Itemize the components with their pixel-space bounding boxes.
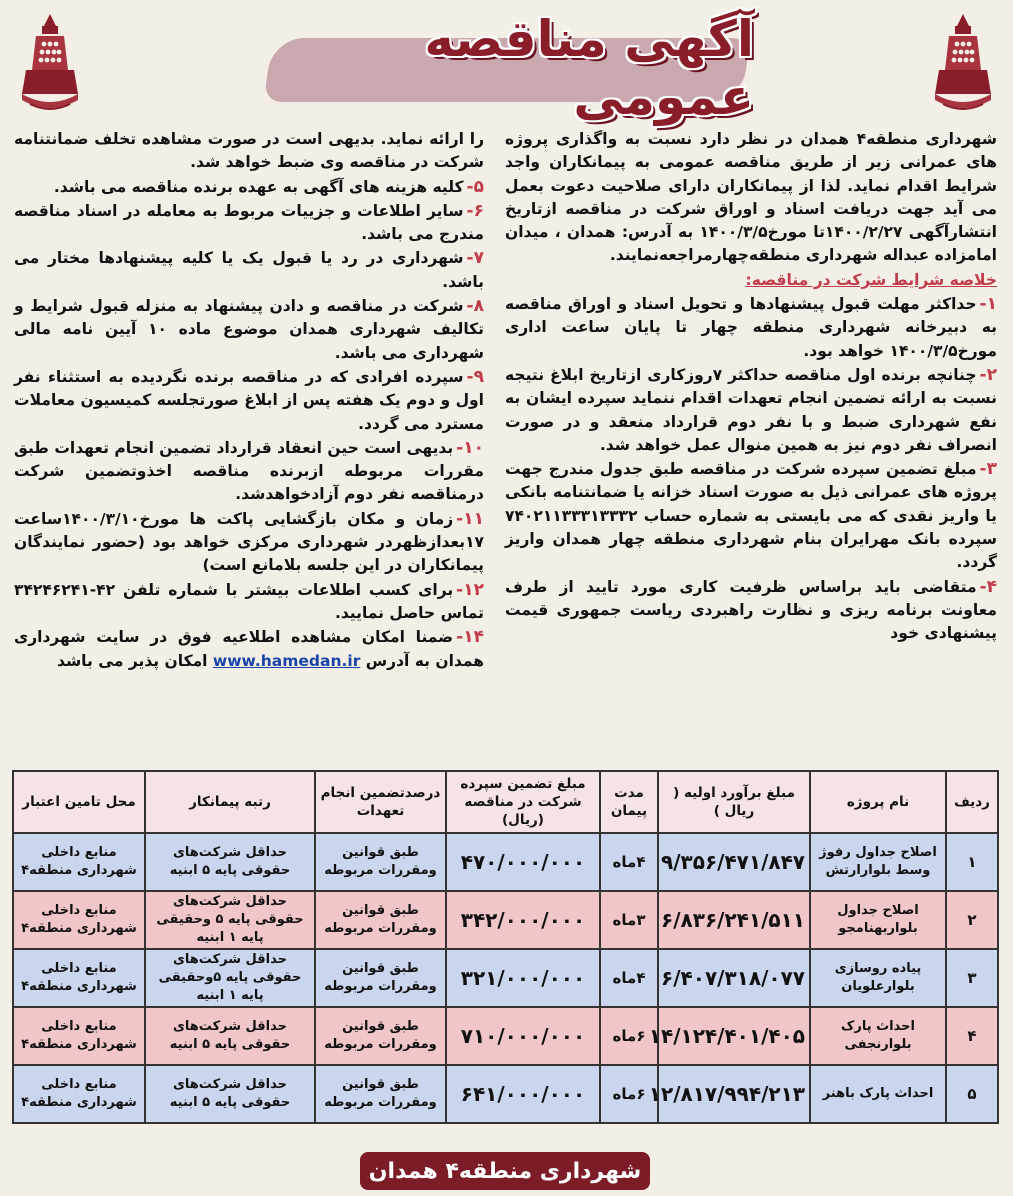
estimate-amount: ۱۴/۱۲۴/۴۰۱/۴۰۵ bbox=[658, 1007, 810, 1065]
condition-number: ۶- bbox=[466, 200, 484, 221]
deposit-amount: ۳۲۱/۰۰۰/۰۰۰ bbox=[446, 949, 600, 1007]
estimate-amount: ۹/۳۵۶/۴۷۱/۸۴۷ bbox=[658, 833, 810, 891]
condition-text: شرکت در مناقصه و دادن پیشنهاد به منزله قبول شرایط و تکالیف شهرداری همدان موضوع ماده ۱۰ آیین نامه مالی شهرداری می باشد. bbox=[14, 297, 484, 362]
condition-number: ۹- bbox=[466, 366, 484, 387]
condition-text: مبلغ تضمین سپرده شرکت در مناقصه طبق جدول مندرج جهت پروژه های عمرانی ذیل به صورت اسناد خزانه یا ضمانتنامه بانکی یا واریز نقدی که می بایستی به شماره حساب ۷۴۰۲۱۱۳۳۳۱۳۳۳۲ سپرده بانک مهرایران بنام شهرداری منطقه چهار همدان واریز گردد. bbox=[505, 460, 997, 572]
row-number: ۱ bbox=[946, 833, 998, 891]
column-header: نام پروژه bbox=[810, 771, 946, 833]
left-column bbox=[14, 128, 484, 674]
column-header: درصدتضمین انجام تعهدات bbox=[315, 771, 446, 833]
title-banner bbox=[260, 10, 754, 126]
condition-number: ۱- bbox=[979, 294, 997, 315]
deposit-amount: ۶۴۱/۰۰۰/۰۰۰ bbox=[446, 1065, 600, 1123]
funding-source: منابع داخلی شهرداری منطقه۴ bbox=[13, 891, 145, 949]
table-row bbox=[13, 1065, 998, 1123]
condition-number: ۱۱- bbox=[456, 508, 484, 529]
funding-source: منابع داخلی شهرداری منطقه۴ bbox=[13, 1007, 145, 1065]
contractor-grade: حداقل شرکت‌های حقوقی پایه ۵ ابنیه bbox=[145, 1007, 315, 1065]
project-name: اصلاح جداول رفوژ وسط بلوارارتش bbox=[810, 833, 946, 891]
header bbox=[0, 0, 1013, 128]
condition-number: ۱۲- bbox=[456, 579, 484, 600]
condition-text: بدیهی است حین انعقاد قرارداد تضمین انجام تعهدات طبق مقررات مربوطه ازبرنده مناقصه اخذوتضمین شرکت درمناقصه نفر دوم آزادخواهدشد. bbox=[14, 438, 484, 504]
row-number: ۵ bbox=[946, 1065, 998, 1123]
contract-duration: ۶ماه bbox=[600, 1065, 658, 1123]
deposit-amount: ۷۱۰/۰۰۰/۰۰۰ bbox=[446, 1007, 600, 1065]
condition-item bbox=[505, 576, 997, 646]
condition-text: زمان و مکان بازگشایی پاکت ها مورخ۱۴۰۰/۳/۱۰ساعت ۱۷بعدازظهردر شهرداری مرکزی خواهد بود (حضور نمایندگان پیمانکاران در این جلسه بلامانع است) bbox=[14, 509, 484, 575]
condition-number: ۱۴- bbox=[456, 627, 484, 648]
condition-text: سایر اطلاعات و جزییات مربوط به معامله در اسناد مناقصه مندرج می باشد. bbox=[14, 201, 484, 244]
projects-table-wrapper bbox=[14, 770, 999, 1124]
guarantee-percent: طبق قوانین ومقررات مربوطه bbox=[315, 891, 446, 949]
column-header: مدت پیمان bbox=[600, 771, 658, 833]
condition-text: برای کسب اطلاعات بیشتر با شماره تلفن ۴۲-۳۴۲۴۶۲۴۱ تماس حاصل نمایید. bbox=[14, 580, 484, 622]
website-link[interactable]: www.hamedan.ir bbox=[212, 651, 361, 670]
condition-item bbox=[14, 366, 484, 436]
row-number: ۳ bbox=[946, 949, 998, 1007]
municipality-emblem-icon bbox=[12, 10, 88, 118]
condition-item bbox=[14, 508, 484, 578]
condition-text: کلیه هزینه های آگهی به عهده برنده مناقصه می باشد. bbox=[53, 177, 464, 196]
contractor-grade: حداقل شرکت‌های حقوقی پایه ۵وحقیقی پایه ۱ ابنیه bbox=[145, 949, 315, 1007]
guarantee-percent: طبق قوانین ومقررات مربوطه bbox=[315, 1007, 446, 1065]
deposit-amount: ۳۴۲/۰۰۰/۰۰۰ bbox=[446, 891, 600, 949]
table-row bbox=[13, 949, 998, 1007]
estimate-amount: ۶/۴۰۷/۳۱۸/۰۷۷ bbox=[658, 949, 810, 1007]
condition-item bbox=[14, 295, 484, 365]
table-row bbox=[13, 1007, 998, 1065]
projects-table bbox=[12, 770, 999, 1124]
row-number: ۴ bbox=[946, 1007, 998, 1065]
contract-duration: ۴ماه bbox=[600, 949, 658, 1007]
condition-number: ۸- bbox=[466, 296, 484, 317]
condition-item bbox=[14, 176, 484, 199]
column-header: ردیف bbox=[946, 771, 998, 833]
contractor-grade: حداقل شرکت‌های حقوقی پایه ۵ ابنیه bbox=[145, 1065, 315, 1123]
condition-text: چنانچه برنده اول مناقصه حداکثر ۷روزکاری ازتاریخ ابلاغ نتیجه نسبت به ارائه تضمین انجام تعهدات اقدام ننماید سپرده ایشان به نفع شهرداری ضبط و با نفر دوم قرارداد منعقد و در صورت انصراف نفر دوم نیز به همین منوال عمل خواهد شد. bbox=[505, 365, 997, 454]
table-header-row bbox=[13, 771, 998, 833]
project-name: احداث پارک بلوارنجفی bbox=[810, 1007, 946, 1065]
condition-text: متقاضی باید براساس ظرفیت کاری مورد تایید از طرف معاونت برنامه ریزی و نظارت راهبردی ریاست جمهوری قیمت پیشنهادی خود bbox=[505, 577, 997, 643]
table-row bbox=[13, 891, 998, 949]
contractor-grade: حداقل شرکت‌های حقوقی پایه ۵ ابنیه bbox=[145, 833, 315, 891]
table-row bbox=[13, 833, 998, 891]
estimate-amount: ۱۲/۸۱۷/۹۹۴/۲۱۳ bbox=[658, 1065, 810, 1123]
funding-source: منابع داخلی شهرداری منطقه۴ bbox=[13, 833, 145, 891]
condition-text: سپرده افرادی که در مناقصه برنده نگردیده به استثناء نفر اول و دوم یک هفته پس از ابلاغ صورتجلسه کمیسیون معاملات مسترد می گردد. bbox=[14, 367, 484, 433]
condition-item bbox=[14, 437, 484, 507]
contractor-grade: حداقل شرکت‌های حقوقی پایه ۵ وحقیقی پایه ۱ ابنیه bbox=[145, 891, 315, 949]
condition-text: حداکثر مهلت قبول پیشنهادها و تحویل اسناد و اوراق مناقصه به دبیرخانه شهرداری منطقه چهار تا پایان ساعت اداری مورخ۱۴۰۰/۳/۵ خواهد بود. bbox=[505, 295, 997, 360]
condition-number: ۷- bbox=[466, 248, 484, 269]
guarantee-percent: طبق قوانین ومقررات مربوطه bbox=[315, 833, 446, 891]
footer-banner bbox=[360, 1152, 650, 1190]
condition-number: ۵- bbox=[466, 176, 484, 197]
condition-item bbox=[14, 200, 484, 247]
condition-item bbox=[505, 458, 997, 574]
condition-number: ۴- bbox=[979, 576, 997, 597]
contract-duration: ۳ماه bbox=[600, 891, 658, 949]
funding-source: منابع داخلی شهرداری منطقه۴ bbox=[13, 949, 145, 1007]
right-column bbox=[505, 128, 997, 647]
column-header: مبلغ برآورد اولیه ( ریال ) bbox=[658, 771, 810, 833]
project-name: اصلاح جداول بلواربهنامجو bbox=[810, 891, 946, 949]
condition-item bbox=[505, 364, 997, 457]
row-number: ۲ bbox=[946, 891, 998, 949]
condition-item bbox=[14, 626, 484, 673]
column-header: رتبه پیمانکار bbox=[145, 771, 315, 833]
project-name: احداث پارک باهنر bbox=[810, 1065, 946, 1123]
column-header: مبلغ تضمین سپرده شرکت در مناقصه (ریال) bbox=[446, 771, 600, 833]
condition-item bbox=[505, 293, 997, 363]
guarantee-percent: طبق قوانین ومقررات مربوطه bbox=[315, 1065, 446, 1123]
estimate-amount: ۶/۸۳۶/۲۴۱/۵۱۱ bbox=[658, 891, 810, 949]
condition-number: ۱۰- bbox=[456, 437, 484, 458]
deposit-amount: ۴۷۰/۰۰۰/۰۰۰ bbox=[446, 833, 600, 891]
website-suffix: امکان پذیر می باشد bbox=[56, 651, 208, 670]
condition-text: شهرداری در رد یا قبول یک یا کلیه پیشنهادها مختار می باشد. bbox=[14, 249, 484, 291]
column-header: محل تامین اعتبار bbox=[13, 771, 145, 833]
contract-duration: ۴ماه bbox=[600, 833, 658, 891]
continuation-paragraph: را ارائه نماید. بدیهی است در صورت مشاهده تخلف ضمانتنامه شرکت در مناقصه وی ضبط خواهد شد. bbox=[14, 130, 484, 172]
contract-duration: ۶ماه bbox=[600, 1007, 658, 1065]
funding-source: منابع داخلی شهرداری منطقه۴ bbox=[13, 1065, 145, 1123]
footer-text: شهرداری منطقه۴ همدان bbox=[368, 1158, 642, 1184]
condition-number: ۲- bbox=[979, 364, 997, 385]
condition-text: ضمنا امکان مشاهده اطلاعیه فوق در سایت شهرداری همدان به آدرس bbox=[14, 628, 484, 670]
conditions-heading: خلاصه شرایط شرکت در مناقصه: bbox=[745, 270, 997, 289]
condition-item bbox=[14, 247, 484, 294]
condition-item bbox=[14, 579, 484, 626]
intro-paragraph: شهرداری منطقه۴ همدان در نظر دارد نسبت به واگذاری پروژه های عمرانی زیر از طریق مناقصه عمومی به پیمانکاران واجد شرایط اقدام نماید. لذا از پیمانکاران دارای صلاحیت دعوت بعمل می آید جهت دریافت اسناد و اوراق شرکت در مناقصه ازتاریخ انتشارآگهی ۱۴۰۰/۲/۲۷تا مورخ۱۴۰۰/۳/۵ به آدرس: همدان ، میدان امامزاده عبداله شهرداری منطقه‌چهارمراجعه‌نمایند. bbox=[505, 130, 997, 265]
guarantee-percent: طبق قوانین ومقررات مربوطه bbox=[315, 949, 446, 1007]
page-title: آگهی مناقصه عمومی bbox=[424, 10, 754, 126]
municipality-emblem-icon bbox=[925, 10, 1001, 118]
condition-number: ۳- bbox=[979, 459, 997, 480]
project-name: پیاده روسازی بلوارعلویان bbox=[810, 949, 946, 1007]
